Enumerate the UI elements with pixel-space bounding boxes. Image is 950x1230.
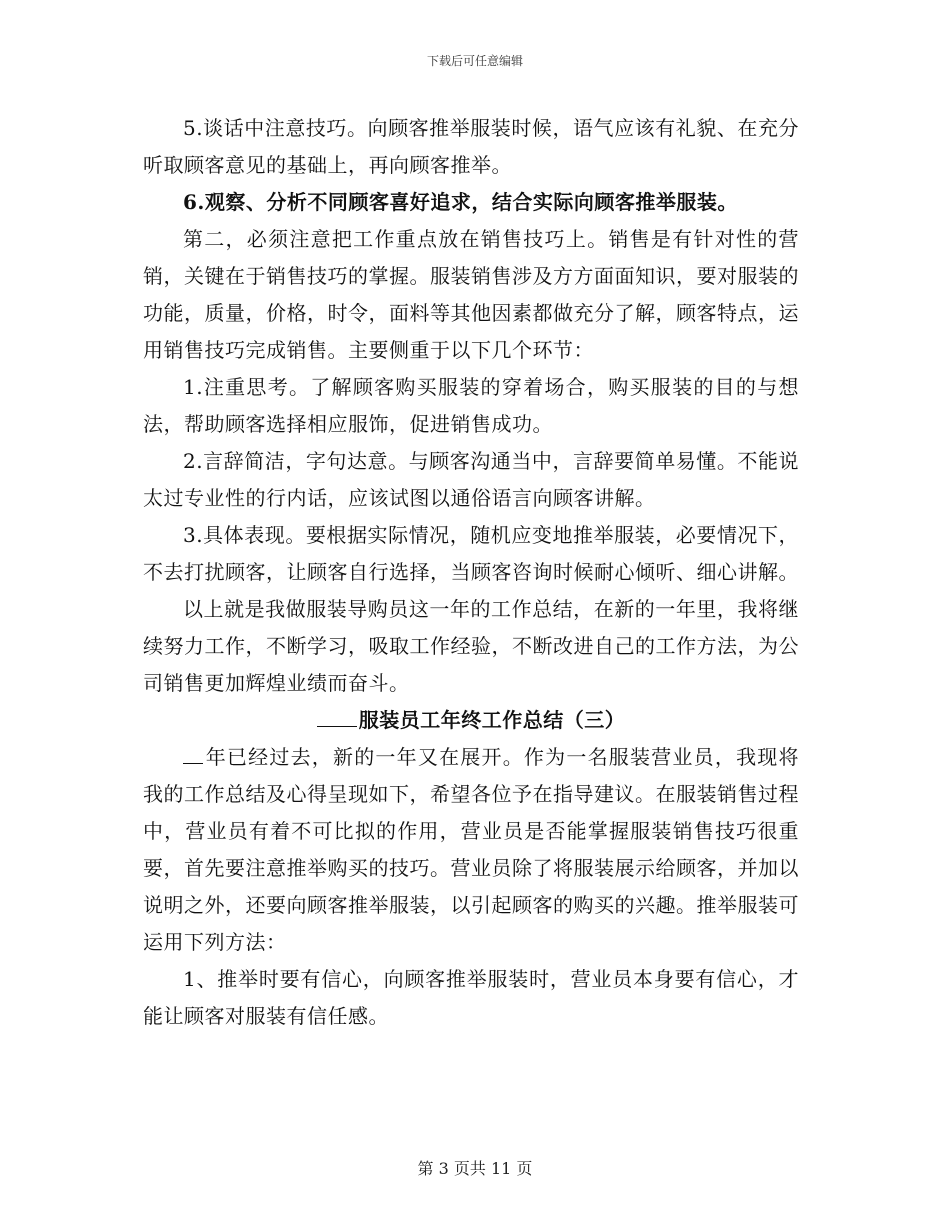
paragraph-confidence: 1、推举时要有信心，向顾客推举服装时，营业员本身要有信心，才能让顾客对服装有信任感。: [143, 967, 799, 1028]
paragraph-intro-text: 年已经过去，新的一年又在展开。作为一名服装营业员，我现将我的工作总结及心得呈现如下，希望各位予在指导建议。在服装销售过程中，营业员有着不可比拟的作用，营业员是否能掌握服装销售技巧很重要，首先要注意推举购买的技巧。营业员除了将服装展示给顾客，并加以说明之外，还要向顾客推举服装，以引起顾客的购买的兴趣。推举服装可运用下列方法：: [143, 745, 799, 954]
section-heading-text: 服装员工年终工作总结（三）: [358, 708, 626, 732]
paragraph-sales-focus: 第二，必须注意把工作重点放在销售技巧上。销售是有针对性的营销，关键在于销售技巧的掌握。服装销售涉及方方面面知识，要对服装的功能，质量，价格，时令，面料等其他因素都做充分了解，顾客特点，运用销售技巧完成销售。主要侧重于以下几个环节：: [143, 227, 799, 362]
paragraph-intro: [143, 739, 799, 961]
paragraph-concise-words: 2.言辞简洁，字句达意。与顾客沟通当中，言辞要简单易懂。不能说太过专业性的行内话，应该试图以通俗语言向顾客讲解。: [143, 449, 799, 510]
blank-underline: [317, 706, 357, 727]
section-heading: [143, 702, 799, 739]
paragraph-specific-performance: 3.具体表现。要根据实际情况，随机应变地推举服装，必要情况下，不去打扰顾客，让顾客自行选择，当顾客咨询时候耐心倾听、细心讲解。: [143, 523, 799, 584]
blank-underline: [183, 743, 203, 764]
document-body: [143, 110, 799, 1035]
paragraph-conclusion: 以上就是我做服装导购员这一年的工作总结，在新的一年里，我将继续努力工作，不断学习，吸取工作经验，不断改进自己的工作方法，为公司销售更加辉煌业绩而奋斗。: [143, 597, 799, 695]
paragraph-think: 1.注重思考。了解顾客购买服装的穿着场合，购买服装的目的与想法，帮助顾客选择相应服饰，促进销售成功。: [143, 375, 799, 436]
page-header-note: 下载后可任意编辑: [426, 54, 523, 68]
page-number: 第 3 页共 11 页: [417, 1159, 533, 1178]
paragraph-talk-skills: 5.谈话中注意技巧。向顾客推举服装时候，语气应该有礼貌、在充分听取顾客意见的基础上，再向顾客推举。: [143, 116, 799, 177]
paragraph-observe-customers: 6.观察、分析不同顾客喜好追求，结合实际向顾客推举服装。: [183, 190, 738, 214]
